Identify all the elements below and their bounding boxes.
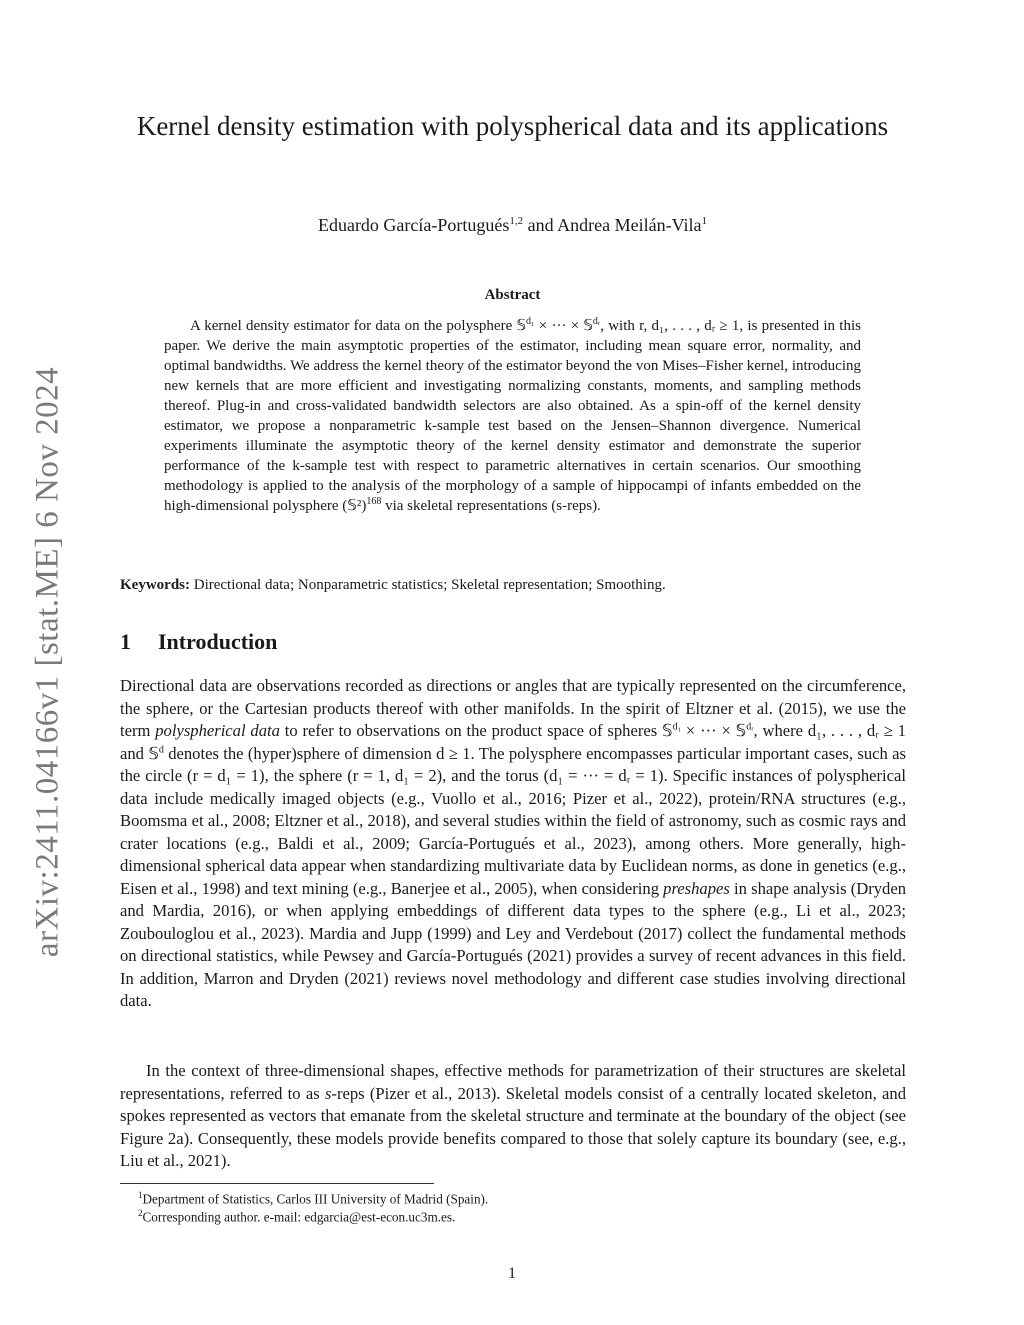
footnote-1 bbox=[138, 1190, 488, 1207]
abstract-text-segment: × ··· × 𝕊 bbox=[534, 318, 593, 334]
body-text-segment: In the context of three-dimensional shapes, effective methods for parametrization of their structures are skeletal representations, referred to as bbox=[120, 1061, 906, 1103]
affiliation-mark: 1 bbox=[701, 215, 708, 227]
keywords-line bbox=[120, 577, 905, 594]
abstract-heading: Abstract bbox=[484, 287, 541, 303]
author-name: Andrea Meilán-Vila bbox=[557, 215, 702, 235]
math-superscript: d₁ bbox=[526, 316, 535, 327]
emphasis-term: s bbox=[324, 1083, 332, 1103]
math-superscript: d bbox=[158, 743, 164, 755]
footnote-text: Department of Statistics, Carlos III University of Madrid (Spain). bbox=[142, 1191, 489, 1207]
intro-paragraph-1 bbox=[120, 675, 906, 1013]
math-superscript: dᵣ bbox=[592, 316, 601, 327]
emphasis-term: polyspherical data bbox=[155, 721, 280, 740]
affiliation-mark: 1,2 bbox=[509, 215, 524, 227]
arxiv-identifier: arXiv:2411.04166v1 [stat.ME] 6 Nov 2024 bbox=[29, 366, 66, 958]
section-number: 1 bbox=[120, 629, 131, 654]
body-text-segment: in shape analysis (Dryden and Mardia, 2016), or when applying embeddings of different data types to the sphere (e.g., Li et al., 2023; Zoubouloglou et al., 2023). Mardia and Jupp (1999) and Ley and Verdebout (2017) collect the fundamental methods on directional statistics, while Pewsey and García-Portugués (2021) provides a survey of recent advances in this field. In addition, Marron and Dryden (2021) reviews novel methodology and different case studies involving directional data. bbox=[120, 878, 906, 1010]
section-heading bbox=[120, 629, 277, 655]
author-connector: and bbox=[527, 215, 554, 235]
footnote-mark: 2 bbox=[138, 1208, 143, 1218]
body-text-segment: denotes the (hyper)sphere of dimension d ≥ 1. The polysphere encompasses particular important cases, such as the circle (r = d₁ = 1), the sphere (r = 1, d₁ = 2), and the torus (d₁ = ··· = dᵣ = 1). Specific instances of polyspherical data include medically imaged objects (e.g., Vuollo et al., 2016; Pizer et al., 2022), protein/RNA structures (e.g., Boomsma et al., 2008; Eltzner et al., 2018), and several studies within the field of astronomy, such as cosmic rays and crater locations (e.g., Baldi et al., 2009; García-Portugués et al., 2023), among others. More generally, high-dimensional spherical data appear when standardizing multivariate data by Euclidean norms, as done in genetics (e.g., Eisen et al., 1998) and text mining (e.g., Banerjee et al., 2005), when considering bbox=[120, 743, 906, 898]
abstract-text-segment: , with r, d₁, . . . , dᵣ ≥ 1, is presented in this paper. We derive the main asymptotic properties of the estimator, including mean square error, normality, and optimal bandwidths. We address the kernel theory of the estimator beyond the von Mises–Fisher kernel, introducing new kernels that are more efficient and investigating normalizing constants, moments, and sampling methods thereof. Plug-in and cross-validated bandwidth selectors are also obtained. As a spin-off of the kernel density estimator, we propose a nonparametric k-sample test based on the Jensen–Shannon divergence. Numerical experiments illuminate the asymptotic theory of the kernel density estimator and demonstrate the superior performance of the k-sample test with respect to parametric alternatives in certain scenarios. Our smoothing methodology is applied to the analysis of the morphology of a sample of hippocampi of infants embedded on the high-dimensional polysphere (𝕊²) bbox=[164, 318, 861, 514]
page-number: 1 bbox=[508, 1265, 516, 1282]
footnote-mark: 1 bbox=[138, 1190, 143, 1200]
section-title: Introduction bbox=[158, 629, 278, 654]
abstract-text-segment: A kernel density estimator for data on the polysphere 𝕊 bbox=[190, 318, 526, 334]
math-superscript: d₁ bbox=[672, 721, 682, 733]
math-superscript: 168 bbox=[366, 496, 382, 507]
abstract-text-segment: via skeletal representations (s-reps). bbox=[381, 498, 601, 514]
keywords-label: Keywords: bbox=[120, 577, 190, 593]
intro-paragraph-2 bbox=[120, 1060, 906, 1173]
footnote-text: Corresponding author. e-mail: edgarcia@est-econ.uc3m.es. bbox=[142, 1209, 456, 1225]
math-superscript: dᵣ bbox=[746, 721, 754, 733]
emphasis-term: preshapes bbox=[663, 878, 730, 898]
paper-title: Kernel density estimation with polyspherical data and its applications bbox=[136, 111, 889, 141]
author-name: Eduardo García-Portugués bbox=[317, 215, 510, 235]
keywords-text: Directional data; Nonparametric statistics; Skeletal representation; Smoothing. bbox=[190, 577, 666, 593]
body-text-segment: -reps (Pizer et al., 2013). Skeletal models consist of a centrally located skeleton, and spokes represented as vectors that emanate from the skeletal structure and terminate at the boundary of the object (see Figure 2a). Consequently, these models provide benefits compared to those that solely capture its boundary (see, e.g., Liu et al., 2021). bbox=[120, 1083, 906, 1170]
abstract-text bbox=[164, 316, 861, 516]
author-line bbox=[120, 215, 905, 236]
body-text-segment: Directional data are observations recorded as directions or angles that are typically represented on the circumference, the sphere, or the Cartesian products thereof with other manifolds. In the spirit of Eltzner et al. (2015), we use the term bbox=[120, 676, 906, 740]
body-text-segment: × ··· × 𝕊 bbox=[681, 721, 747, 740]
body-text-segment: , where d₁, . . . , dᵣ ≥ 1 and 𝕊 bbox=[120, 721, 906, 763]
footnote-divider bbox=[120, 1183, 434, 1184]
footnote-2 bbox=[138, 1208, 455, 1225]
body-text-segment: to refer to observations on the product space of spheres 𝕊 bbox=[279, 721, 673, 740]
